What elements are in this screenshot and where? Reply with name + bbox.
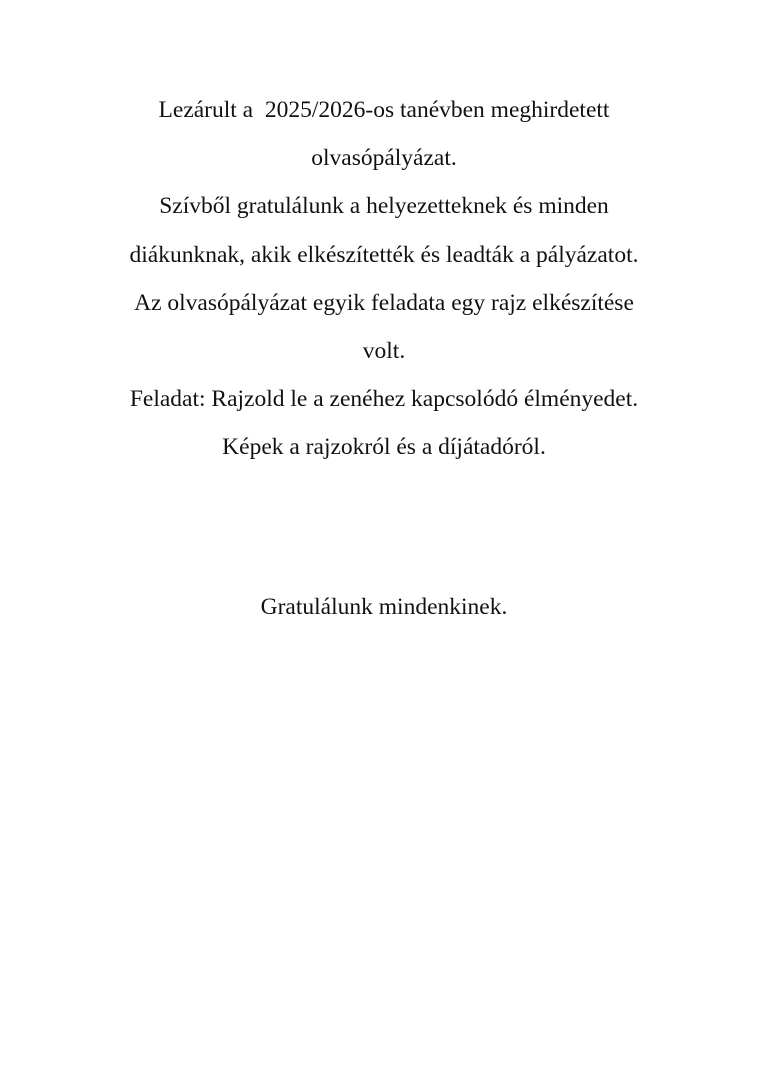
announcement-line: Feladat: Rajzold le a zenéhez kapcsolódó élményedet. (129, 386, 639, 413)
announcement-line: Képek a rajzokról és a díjátadóról. (222, 434, 546, 461)
announcement-line: Lezárult a 2025/2026-os tanévben meghirdetett (158, 97, 610, 123)
announcement-line: volt. (362, 338, 406, 365)
announcement-line: Az olvasópályázat egyik feladata egy rajz elkészítése (134, 289, 634, 316)
announcement-text (0, 86, 768, 472)
announcement-line: diákunknak, akik elkészítették és leadták a pályázatot. (129, 241, 639, 268)
announcement-line: olvasópályázat. (311, 145, 457, 172)
closing-line: Gratulálunk mindenkinek. (260, 594, 508, 620)
announcement-line: Szívből gratulálunk a helyezetteknek és minden (159, 193, 609, 220)
